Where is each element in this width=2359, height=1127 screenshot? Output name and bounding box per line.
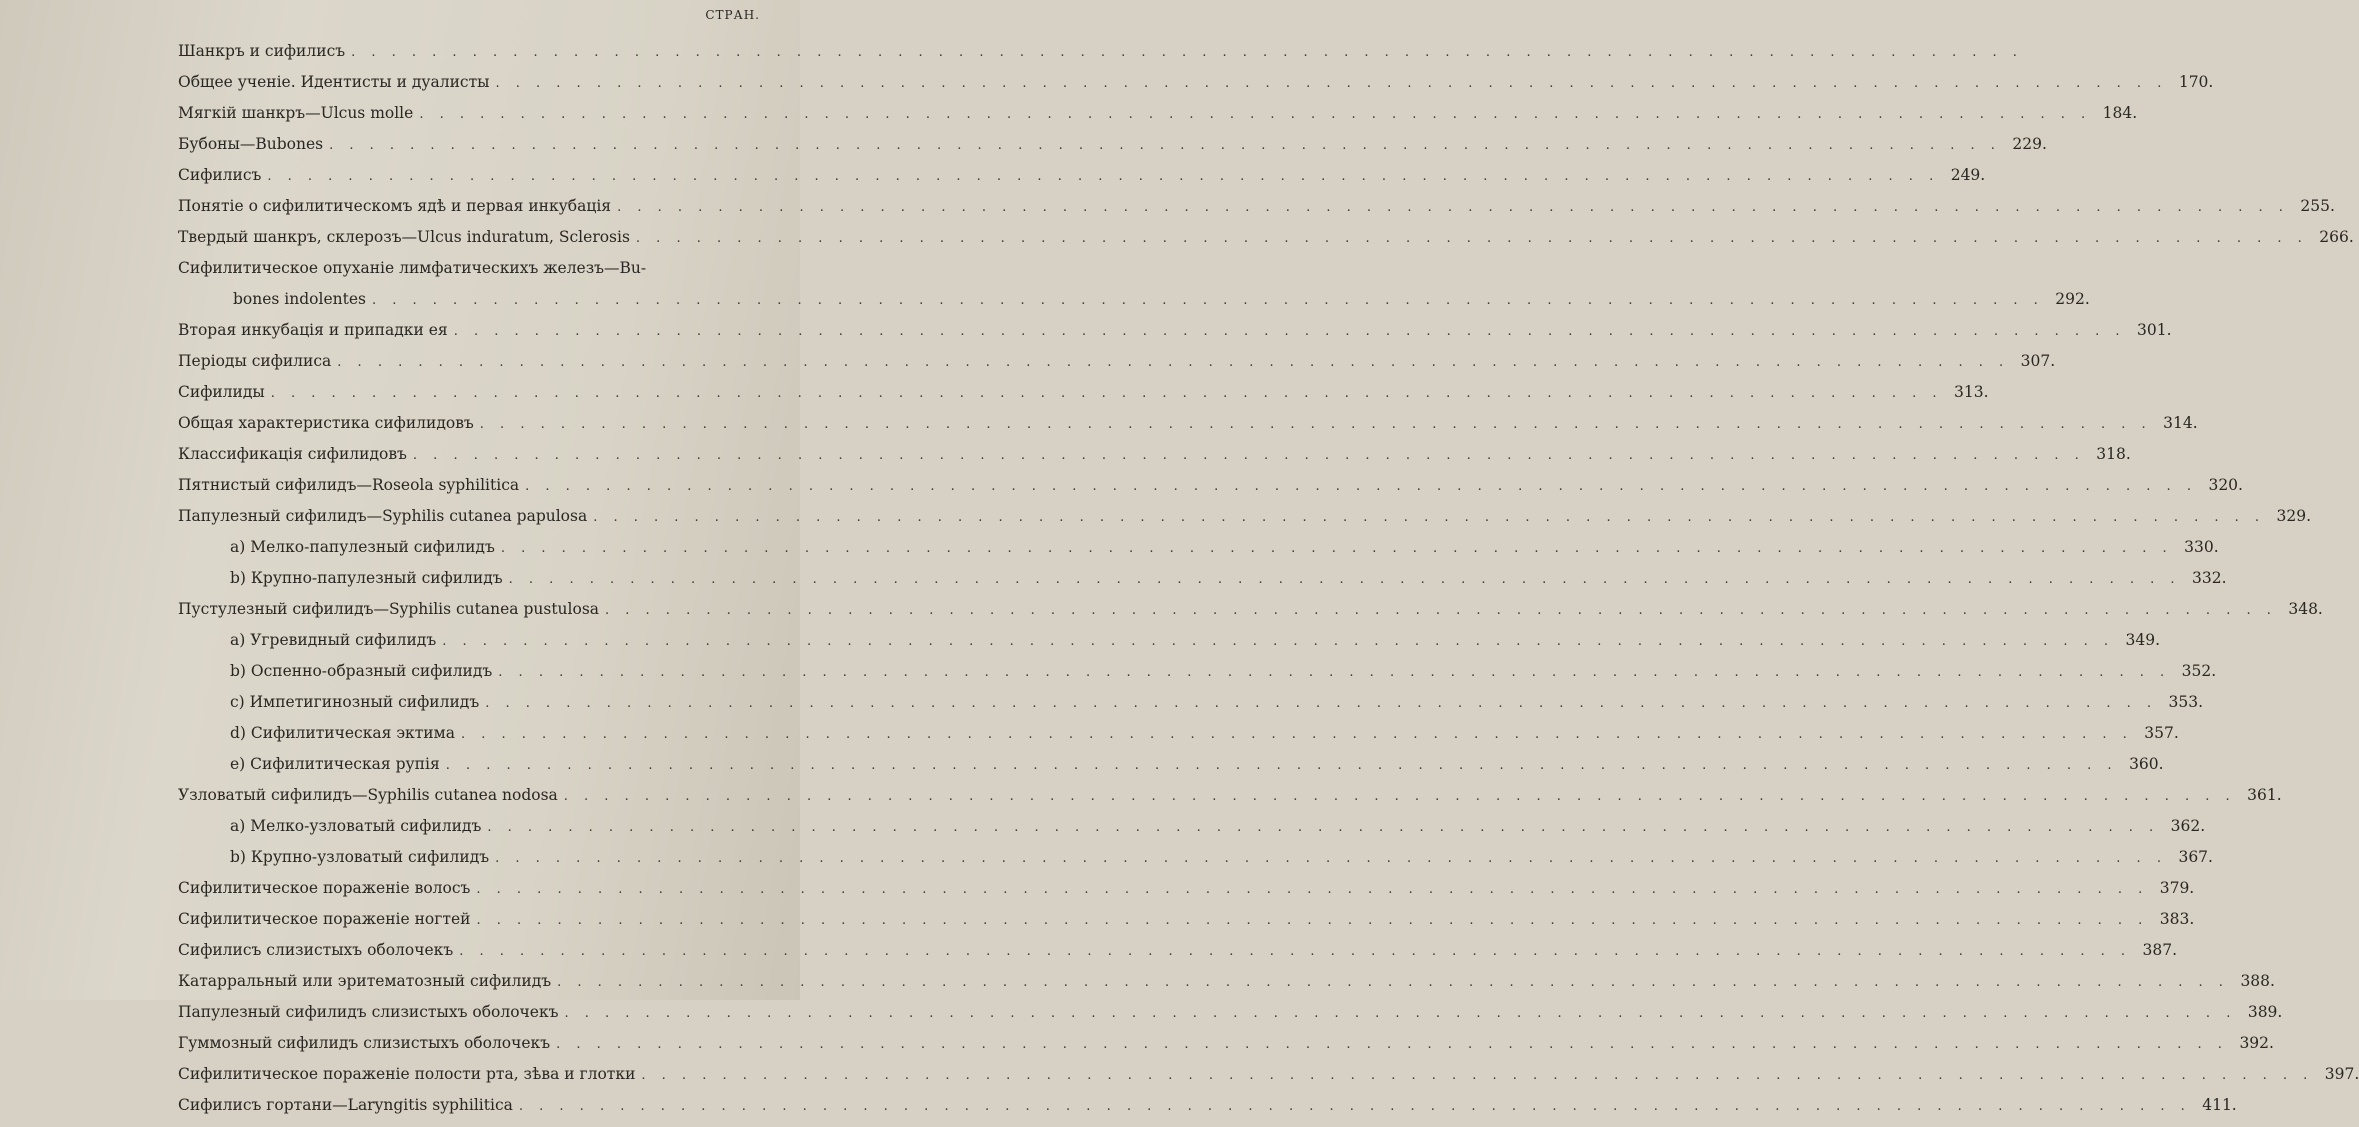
leader-dots: [641, 1068, 2313, 1083]
toc-entry-page-number: 383.: [2159, 910, 2195, 928]
toc-entry-title: a) Мелко-папулезный сифилидъ: [230, 538, 495, 556]
toc-entry-title: Сифилиды: [178, 383, 265, 401]
toc-entry-page-number: 362.: [2170, 817, 2206, 835]
toc-entry-title: b) Крупно-папулезный сифилидъ: [230, 569, 503, 587]
toc-entry-page-number: 249.: [1950, 166, 1986, 184]
leader-dots: [372, 293, 2044, 308]
toc-entry: [178, 1096, 2237, 1127]
toc-entry-title: Сифилисъ: [178, 166, 262, 184]
toc-entry-title: Твердый шанкръ, склерозъ—Ulcus induratum, Sclerosis: [178, 228, 630, 246]
toc-entry-page-number: 229.: [2012, 135, 2047, 153]
toc-entry: [178, 135, 2047, 166]
leader-dots: [593, 510, 2265, 525]
toc-entry: [178, 1034, 2274, 1065]
toc-entry: [178, 42, 763, 73]
leader-dots: [480, 417, 2152, 432]
toc-entry-title: bones indolentes: [233, 290, 366, 308]
leader-dots: [351, 45, 2023, 60]
toc-entry: [178, 631, 2161, 662]
toc-entry-page-number: 367.: [2178, 848, 2213, 866]
leader-dots: [495, 851, 2167, 866]
toc-entry: [178, 662, 2217, 693]
leader-dots: [564, 789, 2236, 804]
toc-entry: [178, 228, 2354, 259]
leader-dots: [496, 76, 2168, 91]
leader-dots: [519, 1099, 2191, 1114]
leader-dots: [509, 572, 2181, 587]
leader-dots: [476, 913, 2148, 928]
toc-entry-title: d) Сифилитическая эктима: [230, 724, 455, 742]
leader-dots: [556, 1037, 2228, 1052]
toc-entry-title: Папулезный сифилидъ слизистыхъ оболочекъ: [178, 1003, 559, 1021]
toc-entry: [178, 941, 2178, 972]
toc-entry-page-number: 349.: [2125, 631, 2161, 649]
table-of-contents: [178, 42, 2359, 1127]
toc-entry-title: Папулезный сифилидъ—Syphilis cutanea papulosa: [178, 507, 588, 525]
toc-entry-page-number: 292.: [2055, 290, 2090, 308]
leader-dots: [459, 944, 2131, 959]
toc-entry: [178, 1065, 2359, 1096]
toc-entry: [178, 352, 2056, 383]
toc-entry-page-number: 361.: [2247, 786, 2282, 804]
toc-entry: [178, 321, 2172, 352]
leader-dots: [498, 665, 2170, 680]
toc-entry: [178, 73, 2214, 104]
toc-entry-title: Сифилисъ гортани—Laryngitis syphilitica: [178, 1096, 513, 1114]
toc-entry-page-number: 314.: [2163, 414, 2198, 432]
leader-dots: [525, 479, 2197, 494]
toc-entry: [178, 972, 2275, 1003]
toc-entry: [178, 166, 1986, 197]
toc-entry: [178, 817, 2206, 848]
toc-entry-page-number: 313.: [1954, 383, 1989, 401]
toc-entry-page-number: 397.: [2324, 1065, 2359, 1083]
toc-entry: [178, 879, 2195, 910]
leader-dots: [446, 758, 2118, 773]
toc-entry-title: Мягкiй шанкръ—Ulcus molle: [178, 104, 414, 122]
toc-entry: [178, 445, 2131, 476]
toc-entry-page-number: 388.: [2240, 972, 2275, 990]
leader-dots: [605, 603, 2277, 618]
toc-entry-page-number: 329.: [2276, 507, 2312, 525]
toc-entry-title: Общее ученiе. Идентисты и дуалисты: [178, 73, 490, 91]
toc-entry: [178, 104, 2138, 135]
toc-entry-page-number: 353.: [2168, 693, 2204, 711]
toc-entry-title: c) Импетигинозный сифилидъ: [230, 693, 480, 711]
toc-entry-page-number: 392.: [2239, 1034, 2274, 1052]
toc-entry-page-number: 389.: [2247, 1003, 2283, 1021]
leader-dots: [557, 975, 2229, 990]
leader-dots: [419, 107, 2091, 122]
toc-entry: [178, 569, 2227, 600]
toc-entry: [178, 910, 2195, 941]
toc-entry-page-number: 301.: [2137, 321, 2172, 339]
leader-dots: [501, 541, 2173, 556]
toc-entry-title: b) Оспенно-образный сифилидъ: [230, 662, 493, 680]
leader-dots: [617, 200, 2289, 215]
toc-entry-title: a) Угревидный сифилидъ: [230, 631, 437, 649]
toc-entry-title: Сифилитическое пораженiе полости рта, зѣва и глотки: [178, 1065, 636, 1083]
toc-entry-page-number: 352.: [2181, 662, 2217, 680]
toc-entry: [178, 848, 2213, 879]
toc-entry-title: b) Крупно-узловатый сифилидъ: [230, 848, 490, 866]
toc-entry-page-number: 360.: [2129, 755, 2164, 773]
toc-entry-page-number: 348.: [2288, 600, 2323, 618]
leader-dots: [485, 696, 2157, 711]
toc-entry-title: Вторая инкубацiя и припадки ея: [178, 321, 448, 339]
toc-entry-title: Классификацiя сифилидовъ: [178, 445, 407, 463]
toc-entry-page-number: 387.: [2142, 941, 2178, 959]
toc-entry-page-number: 307.: [2020, 352, 2056, 370]
toc-entry-page-number: 357.: [2144, 724, 2179, 742]
toc-entry-title: Узловатый сифилидъ—Syphilis cutanea nodosa: [178, 786, 558, 804]
toc-entry-title: Бубоны—Bubones: [178, 135, 324, 153]
toc-entry-title: Сифилитическое пораженiе ногтей: [178, 910, 471, 928]
leader-dots: [442, 634, 2114, 649]
toc-entry: [178, 538, 2219, 569]
toc-entry-title: Катарральный или эритематозный сифилидъ: [178, 972, 552, 990]
leader-dots: [337, 355, 2009, 370]
toc-entry-title: Пустулезный сифилидъ—Syphilis cutanea pustulosa: [178, 600, 600, 618]
toc-entry-page-number: 379.: [2159, 879, 2195, 897]
leader-dots: [454, 324, 2126, 339]
page-column-header: СТРАН.: [705, 8, 760, 22]
toc-entry: [178, 414, 2198, 445]
toc-entry-page-number: 266.: [2319, 228, 2354, 246]
leader-dots: [565, 1006, 2237, 1021]
leader-dots: [636, 231, 2308, 246]
toc-entry-title: Гуммозный сифилидъ слизистыхъ оболочекъ: [178, 1034, 551, 1052]
toc-entry: [178, 724, 2179, 755]
toc-entry-title: e) Сифилитическая рупiя: [230, 755, 440, 773]
toc-entry-page-number: 318.: [2096, 445, 2131, 463]
toc-entry-page-number: 330.: [2184, 538, 2219, 556]
toc-entry-title: Перiоды сифилиса: [178, 352, 332, 370]
toc-entry: [178, 476, 2243, 507]
toc-entry-title: Шанкръ и сифилисъ: [178, 42, 346, 60]
leader-dots: [413, 448, 2085, 463]
toc-entry-title: Сифилисъ слизистыхъ оболочекъ: [178, 941, 454, 959]
toc-entry: [178, 600, 2323, 631]
toc-entry-page-number: 255.: [2300, 197, 2335, 215]
toc-entry: [178, 383, 1989, 414]
toc-entry-title: Понятiе о сифилитическомъ ядѣ и первая инкубацiя: [178, 197, 612, 215]
leader-dots: [271, 386, 1943, 401]
leader-dots: [461, 727, 2133, 742]
toc-entry: [178, 259, 763, 290]
leader-dots: [487, 820, 2159, 835]
toc-entry-page-number: 320.: [2208, 476, 2243, 494]
leader-dots: [267, 169, 1939, 184]
toc-entry: [178, 693, 2204, 724]
toc-entry-page-number: 332.: [2191, 569, 2227, 587]
toc-entry-title: a) Мелко-узловатый сифилидъ: [230, 817, 482, 835]
leader-dots: [329, 138, 2001, 153]
toc-entry: [178, 507, 2312, 538]
toc-entry: [178, 1003, 2283, 1034]
toc-entry-title: Общая характеристика сифилидовъ: [178, 414, 474, 432]
leader-dots: [476, 882, 2148, 897]
toc-entry: [178, 290, 2090, 321]
toc-entry-title: Сифилитическое пораженiе волосъ: [178, 879, 471, 897]
toc-entry-title: Пятнистый сифилидъ—Roseola syphilitica: [178, 476, 520, 494]
toc-entry-page-number: 411.: [2202, 1096, 2237, 1114]
toc-entry-page-number: 184.: [2102, 104, 2138, 122]
toc-entry-title: Сифилитическое опуханiе лимфатическихъ железъ—Bu-: [178, 259, 647, 277]
toc-entry: [178, 197, 2335, 228]
toc-entry-page-number: 170.: [2178, 73, 2214, 91]
toc-entry: [178, 786, 2282, 817]
toc-entry: [178, 755, 2164, 786]
